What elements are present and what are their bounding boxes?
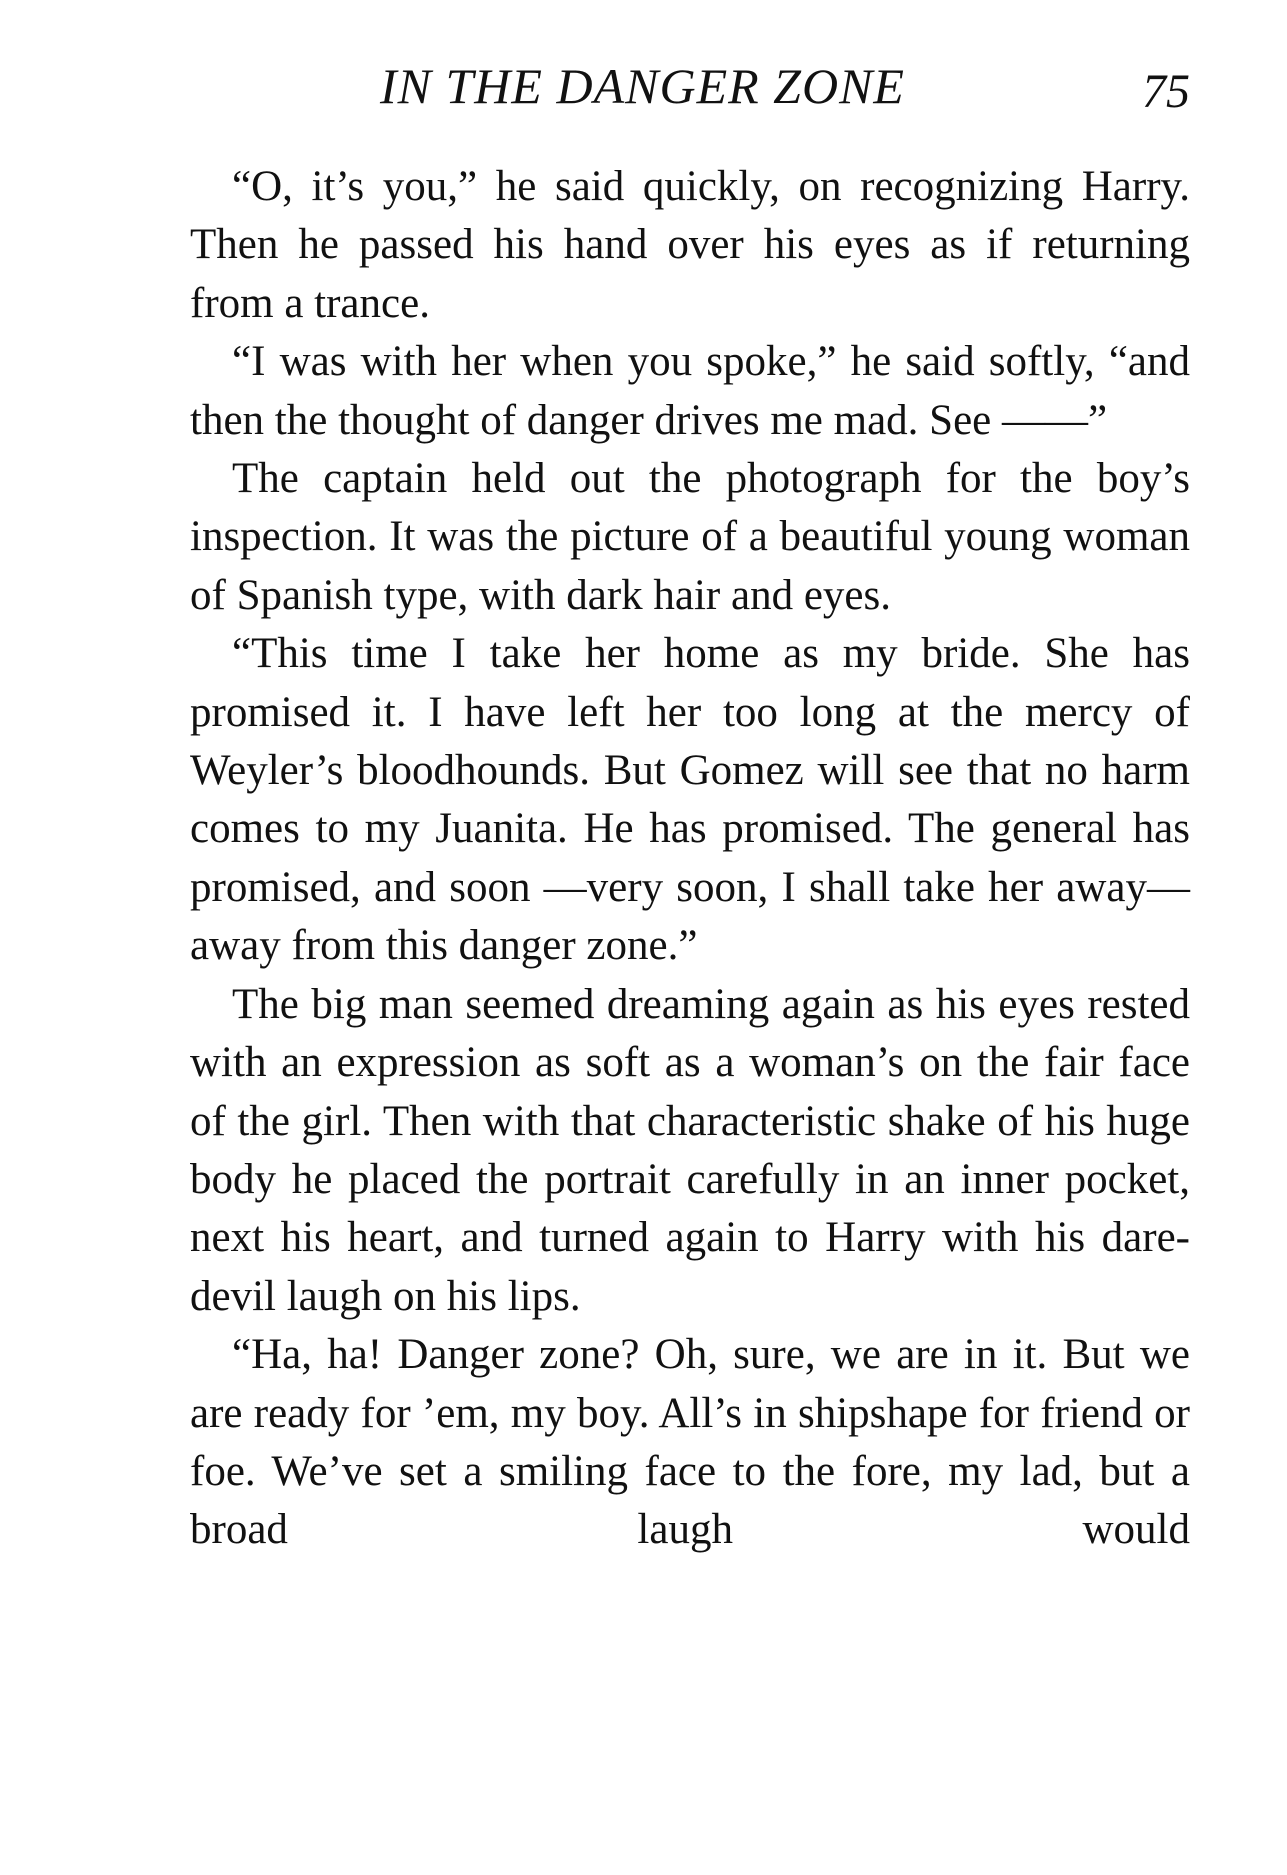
running-header xyxy=(190,52,1190,122)
paragraph: “O, it’s you,” he said quickly, on recognizing Harry. Then he passed his hand over his eyes as if returning from a trance. xyxy=(190,163,1190,327)
paragraph: “I was with her when you spoke,” he said softly, “and then the thought of danger drives me mad. See ——” xyxy=(190,338,1190,444)
body-text xyxy=(190,158,1190,1560)
paragraph: The big man seemed dreaming again as his eyes rested with an expression as soft as a woman’s on the fair face of the girl. Then with that characteristic shake of his huge body he placed the portrait carefully in an inner pocket, next his heart, and turned again to Harry with his dare-devil laugh on his lips. xyxy=(190,980,1190,1320)
paragraph: The captain held out the photograph for the boy’s inspection. It was the picture of a beautiful young woman of Spanish type, with dark hair and eyes. xyxy=(190,455,1190,619)
paragraph: “Ha, ha! Danger zone? Oh, sure, we are in it. But we are ready for ’em, my boy. All’s in shipshape for friend or foe. We’ve set a smiling face to the fore, my lad, but a broad laugh would xyxy=(190,1331,1190,1554)
running-title: IN THE DANGER ZONE xyxy=(380,58,905,114)
paragraph: “This time I take her home as my bride. She has promised it. I have left her too long at the mercy of Weyler’s bloodhounds. But Gomez will see that no harm comes to my Juanita. He has promised. The general has promised, and soon —very soon, I shall take her away—away from this danger zone.” xyxy=(190,630,1190,970)
page-number: 75 xyxy=(1142,65,1190,118)
